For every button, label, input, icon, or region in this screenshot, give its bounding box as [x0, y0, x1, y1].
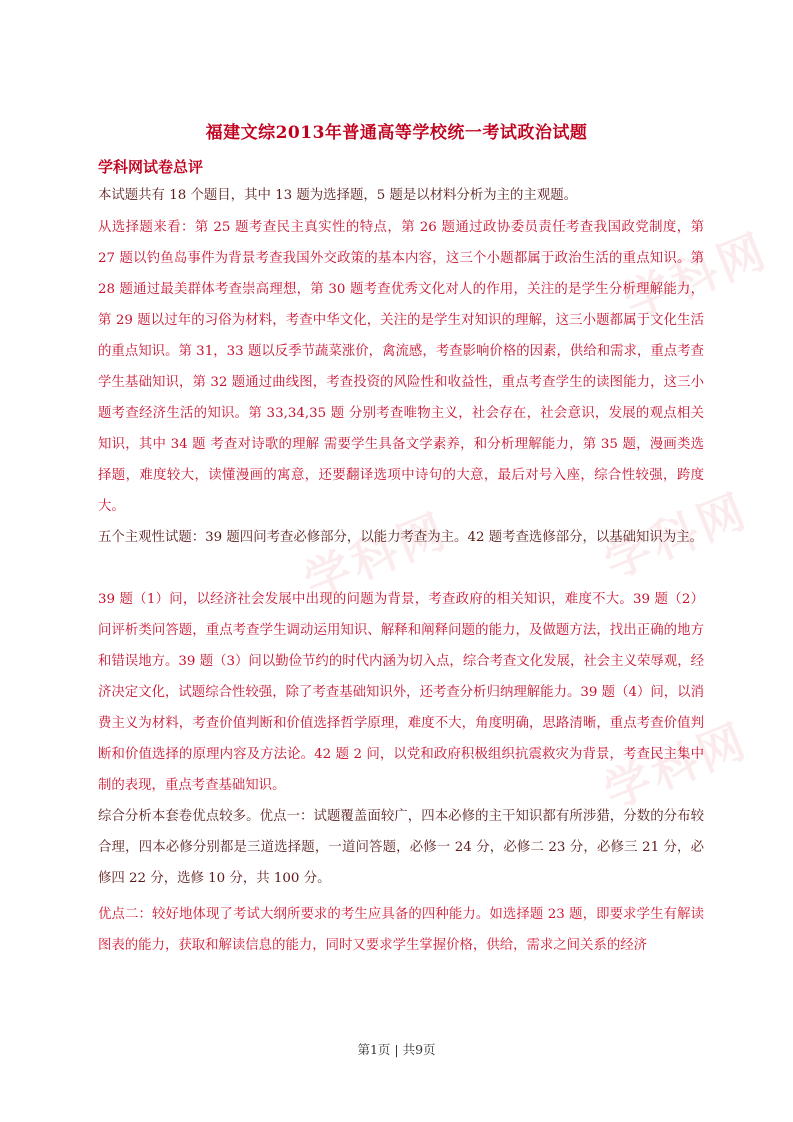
paragraph-subjective-overview: 五个主观性试题：39 题四问考查必修部分，以能力考查为主。42 题考查选修部分，以基础知识为主。: [98, 530, 703, 545]
watermark: 学科网: [296, 502, 456, 609]
section-heading: 学科网试卷总评: [98, 158, 204, 176]
paragraph-advantage-two: 优点二：较好地体现了考试大纲所要求的考生应具备的四种能力。如选择题 23 题，即要求学生有解读图表的能力，获取和解读信息的能力，同时又要求学生掌握价格，供给，需求之间关系的经济: [98, 907, 704, 953]
paragraph-advantage-one: 综合分析本套卷优点较多。优点一：试题覆盖面较广，四本必修的主干知识都有所涉猎，分数的分布较合理，四本必修分别都是三道选择题，一道问答题，必修一 24 分，必修二 23 分，必修三 21 分，必修四 22 分，选修 10 分，共 100 分。: [98, 809, 704, 886]
watermark: 学科网: [596, 712, 756, 819]
document-title: 福建文综2013年普通高等学校统一考试政治试题: [205, 123, 588, 143]
paragraph-question-39: 39 题（1）问，以经济社会发展中出现的问题为背景，考查政府的相关知识，难度不大。39 题（2）问评析类问答题，重点考查学生调动运用知识、解释和阐释问题的能力，及做题方法，找出正确的地方和错误地方。39 题（3）问以勤俭节约的时代内涵为切入点，综合考查文化发展，社会主义荣辱观，经济决定文化，试题综合性较强，除了考查基础知识外，还考查分析归纳理解能力。39 题（4）问，以消费主义为材料，考查价值判断和价值选择哲学原理，难度不大，角度明确，思路清晰，重点考查价值判断和价值选择的原理内容及方法论。42 题 2 问，以党和政府积极组织抗震救灾为背景，考查民主集中制的表现，重点考查基础知识。: [98, 592, 704, 793]
watermark: 学科网: [596, 482, 756, 589]
page-footer: 第1页 | 共9页: [357, 1042, 436, 1057]
paragraph-choice-questions: 从选择题来看：第 25 题考查民主真实性的特点，第 26 题通过政协委员责任考查我国政党制度，第 27 题以钓鱼岛事件为背景考查我国外交政策的基本内容，这三个小题都属于政治生活的重点知识。第 28 题通过最美群体考查崇高理想，第 30 题考查优秀文化对人的作用，关注的是学生分析理解能力，第 29 题以过年的习俗为材料，考查中华文化，关注的是学生对知识的理解，这三小题都属于文化生活的重点知识。第 31，33 题以反季节蔬菜涨价，禽流感，考查影响价格的因素，供给和需求，重点考查学生基础知识，第 32 题通过曲线图，考查投资的风险性和收益性，重点考查学生的读图能力，这三小题考查经济生活的知识。第 33,34,35 题 分别考查唯物主义，社会存在，社会意识，发展的观点相关知识，其中 34 题 考查对诗歌的理解 需要学生具备文学素养，和分析理解能力，第 35 题，漫画类选择题，难度较大，读懂漫画的寓意，还要翻译选项中诗句的大意，最后对号入座，综合性较强，跨度大。: [98, 220, 704, 514]
watermark: 学科网: [616, 222, 776, 329]
paragraph-overview: 本试题共有 18 个题目，其中 13 题为选择题，5 题是以材料分析为主的主观题。: [98, 188, 577, 203]
